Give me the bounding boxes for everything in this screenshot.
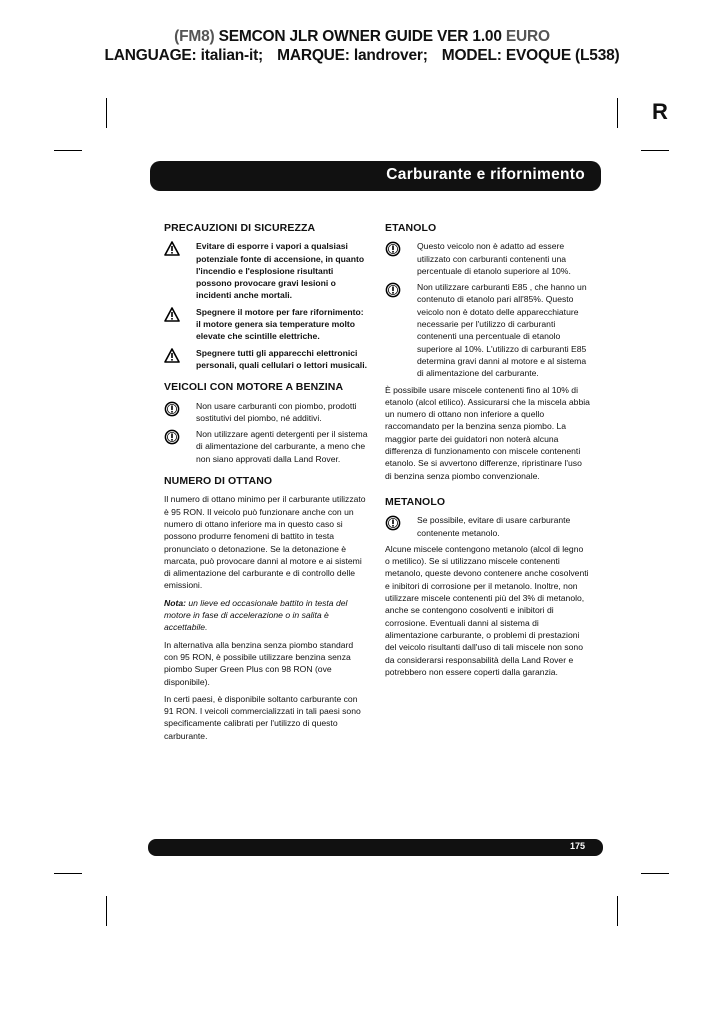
crop-mark [54,150,82,151]
methanol-paragraph: Alcune miscele contengono metanolo (alcol di legno o metilico). Se si utilizzano miscele contenenti metanolo, queste devono contenere anche cosolventi e inibitori di corrosione per il metanolo. Inoltre, non utilizzare miscele contenenti più del 3% di metanolo, anche se contengono cosolventi e inibitori di corrosione. Eventuali danni al sistema di alimentazione carburante, o problemi di prestazioni del veicolo risultanti dall'uso di tali miscele non sono da considerarsi responsabilità della Land Rover e potrebbero non essere coperti dalla garanzia. [385,543,589,677]
petrol-heading: VEICOLI CON MOTORE A BENZINA [164,381,344,394]
caution-circle-icon [385,241,401,257]
caution-text: Questo veicolo non è adatto ad essere utilizzato con carburanti contenenti una percentuale di etanolo superiore al 10%. [417,241,571,276]
warning-triangle-icon [164,348,180,363]
header-marque: MARQUE: landrover; [277,47,428,64]
note-label: Nota: [164,597,186,608]
warning-text: Spegnere il motore per fare rifornimento: il motore genera sia temperature molto elevate che scintille elettriche. [196,306,364,342]
right-column [385,222,590,683]
octane-paragraph: In alternativa alla benzina senza piombo standard con 95 RON, è possibile utilizzare benzina senza piombo Super Green Plus con 98 RON (ove disponibile). [164,639,354,687]
page-number: 175 [569,841,585,851]
header-language: LANGUAGE: italian-it; [104,47,264,64]
caution-text: Non usare carburanti con piombo, prodotti sostitutivi del piombo, né additivi. [196,400,357,423]
warning-text: Evitare di esporre i vapori a qualsiasi potenziale fonte di accensione, in quanto l'incendio e l'esplosione risultanti possono provocare gravi lesioni o incidenti anche mortali. [196,241,365,301]
note-text: un lieve ed occasionale battito in testa del motore in fase di accelerazione o in salita è accettabile. [164,597,348,633]
section-letter: R [652,99,668,124]
header-guide-title: SEMCON JLR OWNER GUIDE VER 1.00 [218,28,502,45]
caution-circle-icon [164,401,180,417]
crop-mark [641,150,669,151]
chapter-title: Carburante e rifornimento [386,166,585,183]
caution-text: Se possibile, evitare di usare carburante contenente metanolo. [417,515,571,538]
document-header-line2 [0,47,724,65]
warning-triangle-icon [164,241,180,256]
caution-circle-icon [385,282,401,298]
caution-item [164,400,369,425]
caution-item [164,428,369,465]
crop-mark [106,896,107,926]
crop-mark [617,896,618,926]
safety-heading: PRECAUZIONI DI SICUREZZA [164,222,316,234]
header-fm-code: (FM8) [174,28,215,45]
caution-item [385,514,590,539]
warning-triangle-icon [164,307,180,322]
caution-text: Non utilizzare agenti detergenti per il sistema di alimentazione del carburante, a meno che non siano approvati dalla Land Rover. [196,429,368,464]
left-column [164,222,369,747]
ethanol-heading: ETANOLO [385,222,437,234]
caution-circle-icon [164,429,180,445]
crop-mark [54,873,82,874]
footer-bar [148,839,603,856]
crop-mark [106,98,107,128]
warning-item [164,347,369,372]
header-region: EURO [505,28,550,45]
crop-mark [617,98,618,128]
methanol-heading: METANOLO [385,495,446,508]
header-model: MODEL: EVOQUE (L538) [441,47,620,64]
caution-text: Non utilizzare carburanti E85 , che hanno un contenuto di etanolo pari all'85%. Questo veicolo non è dotato delle apparecchiature necessarie per l'utilizzo di carburanti contenenti una percentuale di etanolo superiore al 10%. L'utilizzo di carburanti E85 determina gravi danni al motore e al sistema di alimentazione del carburante. [417,282,587,379]
octane-paragraph: Il numero di ottano minimo per il carburante utilizzato è 95 RON. Il veicolo può funzionare anche con un numero di ottano inferiore ma in questo caso si possono produrre fenomeni di battito in testa pronunciato o detonazione. Se la detonazione è marcata, può provocare danni al motore e ai sistemi di alimentazione del carburante e di controllo delle emissioni. [164,494,366,591]
caution-circle-icon [385,515,401,531]
octane-heading: NUMERO DI OTTANO [164,475,273,488]
warning-item [164,240,369,301]
crop-mark [641,873,669,874]
caution-item [385,240,590,277]
chapter-title-bar [150,161,601,191]
octane-paragraph: In certi paesi, è disponibile soltanto carburante con 91 RON. I veicoli commercializzati in tali paesi sono specificamente calibrati per l'utilizzo di questo carburante. [164,693,361,741]
caution-item [385,281,590,379]
warning-text: Spegnere tutti gli apparecchi elettronici personali, quali cellulari o lettori musicali. [196,347,367,370]
ethanol-paragraph: È possibile usare miscele contenenti fino al 10% di etanolo (alcol etilico). Assicurarsi che la miscela abbia un numero di ottano non inferiore a quello raccomandato per la benzina senza piombo. La maggior parte dei guidatori non noterà alcuna differenza di funzionamento con miscele contenenti etanolo. Se si avvertono differenze, ripristinare l'uso di benzina senza piombo convenzionale. [385,384,590,481]
octane-note [164,597,369,634]
document-header-line1 [0,28,724,46]
warning-item [164,306,369,343]
